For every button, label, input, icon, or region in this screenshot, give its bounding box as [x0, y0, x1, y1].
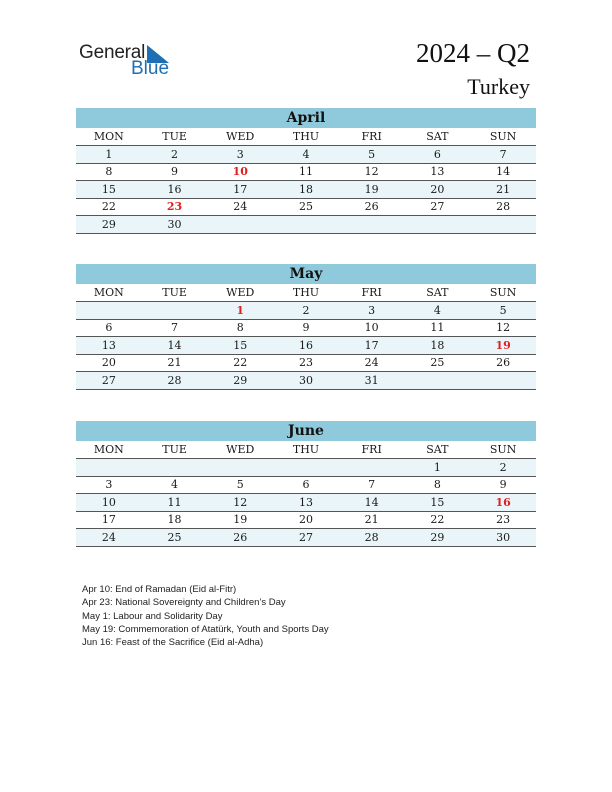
country-name: Turkey	[467, 74, 530, 99]
weekday-label: MON	[76, 284, 142, 302]
day-cell: 30	[142, 216, 208, 234]
day-cell: 17	[339, 337, 405, 355]
day-cell: 28	[339, 529, 405, 547]
day-cell: 4	[142, 476, 208, 494]
day-cell: 13	[76, 337, 142, 355]
brand-word-blue: Blue	[131, 58, 170, 79]
day-cell: 23	[142, 198, 208, 216]
day-cell: 19	[470, 337, 536, 355]
weekday-label: SAT	[405, 128, 471, 146]
week-row	[76, 511, 536, 529]
day-cell	[273, 459, 339, 477]
day-cell: 1	[207, 302, 273, 320]
day-cell: 24	[76, 529, 142, 547]
day-cell: 10	[207, 163, 273, 181]
day-cell: 3	[76, 476, 142, 494]
weekday-label: MON	[76, 441, 142, 459]
month-name: May	[76, 264, 536, 284]
day-cell	[470, 216, 536, 234]
day-cell: 14	[339, 494, 405, 512]
week-row	[76, 146, 536, 164]
day-cell: 19	[339, 181, 405, 199]
day-cell: 14	[142, 337, 208, 355]
weekday-label: FRI	[339, 284, 405, 302]
week-row	[76, 372, 536, 390]
day-cell: 15	[76, 181, 142, 199]
day-cell: 7	[339, 476, 405, 494]
day-cell: 17	[207, 181, 273, 199]
day-cell: 13	[273, 494, 339, 512]
holiday-note: Apr 10: End of Ramadan (Eid al-Fitr)	[82, 584, 237, 595]
week-row	[76, 337, 536, 355]
day-cell	[142, 459, 208, 477]
day-cell: 16	[273, 337, 339, 355]
weekday-label: WED	[207, 284, 273, 302]
day-cell: 5	[339, 146, 405, 164]
day-cell	[207, 216, 273, 234]
day-cell: 26	[207, 529, 273, 547]
day-cell: 27	[76, 372, 142, 390]
day-cell: 11	[142, 494, 208, 512]
day-cell: 10	[339, 319, 405, 337]
day-cell: 15	[207, 337, 273, 355]
day-cell: 8	[207, 319, 273, 337]
month-calendar-april	[76, 108, 536, 234]
day-cell: 20	[405, 181, 471, 199]
brand-logo	[79, 42, 179, 80]
weekday-label: FRI	[339, 441, 405, 459]
day-cell: 16	[142, 181, 208, 199]
calendar-grid	[76, 128, 536, 234]
day-cell: 15	[405, 494, 471, 512]
day-cell: 11	[273, 163, 339, 181]
holiday-notes	[82, 583, 329, 649]
weekday-label: SUN	[470, 441, 536, 459]
day-cell: 18	[273, 181, 339, 199]
day-cell	[273, 216, 339, 234]
day-cell: 9	[470, 476, 536, 494]
day-cell: 27	[405, 198, 471, 216]
week-row	[76, 163, 536, 181]
weekday-label: THU	[273, 128, 339, 146]
week-row	[76, 459, 536, 477]
day-cell: 6	[76, 319, 142, 337]
day-cell	[405, 216, 471, 234]
week-row	[76, 216, 536, 234]
day-cell	[207, 459, 273, 477]
day-cell: 23	[470, 511, 536, 529]
week-row	[76, 476, 536, 494]
week-row	[76, 494, 536, 512]
day-cell	[76, 459, 142, 477]
day-cell	[76, 302, 142, 320]
weekday-label: TUE	[142, 441, 208, 459]
day-cell: 12	[207, 494, 273, 512]
week-row	[76, 181, 536, 199]
day-cell: 9	[273, 319, 339, 337]
day-cell: 12	[339, 163, 405, 181]
day-cell: 22	[405, 511, 471, 529]
day-cell: 10	[76, 494, 142, 512]
day-cell	[339, 216, 405, 234]
day-cell: 3	[339, 302, 405, 320]
weekday-label: SAT	[405, 441, 471, 459]
weekday-label: MON	[76, 128, 142, 146]
weekday-label: SAT	[405, 284, 471, 302]
day-cell: 29	[207, 372, 273, 390]
day-cell: 31	[339, 372, 405, 390]
page-title: 2024 – Q2	[416, 38, 530, 68]
weekday-label: SUN	[470, 128, 536, 146]
day-cell: 25	[273, 198, 339, 216]
day-cell: 7	[142, 319, 208, 337]
day-cell: 4	[273, 146, 339, 164]
day-cell: 25	[142, 529, 208, 547]
month-calendar-june	[76, 421, 536, 547]
day-cell: 22	[207, 354, 273, 372]
month-name: April	[76, 108, 536, 128]
holiday-note: Apr 23: National Sovereignty and Children’s Day	[82, 597, 286, 609]
weekday-label: THU	[273, 441, 339, 459]
week-row	[76, 354, 536, 372]
day-cell	[405, 372, 471, 390]
day-cell: 16	[470, 494, 536, 512]
day-cell: 6	[273, 476, 339, 494]
day-cell: 29	[76, 216, 142, 234]
day-cell: 25	[405, 354, 471, 372]
day-cell: 24	[207, 198, 273, 216]
day-cell: 24	[339, 354, 405, 372]
holiday-note: Jun 16: Feast of the Sacrifice (Eid al-Adha)	[82, 637, 264, 649]
week-row	[76, 302, 536, 320]
calendar-grid	[76, 441, 536, 547]
day-cell: 28	[142, 372, 208, 390]
weekday-label: SUN	[470, 284, 536, 302]
day-cell: 11	[405, 319, 471, 337]
weekday-label: TUE	[142, 284, 208, 302]
day-cell: 7	[470, 146, 536, 164]
day-cell: 27	[273, 529, 339, 547]
day-cell: 28	[470, 198, 536, 216]
day-cell: 20	[273, 511, 339, 529]
day-cell: 26	[470, 354, 536, 372]
weekday-label: TUE	[142, 128, 208, 146]
weekday-label: THU	[273, 284, 339, 302]
week-row	[76, 198, 536, 216]
day-cell: 30	[273, 372, 339, 390]
day-cell: 21	[142, 354, 208, 372]
day-cell: 17	[76, 511, 142, 529]
day-cell: 29	[405, 529, 471, 547]
day-cell: 12	[470, 319, 536, 337]
month-name: June	[76, 421, 536, 441]
day-cell: 8	[76, 163, 142, 181]
day-cell: 1	[76, 146, 142, 164]
day-cell: 3	[207, 146, 273, 164]
day-cell: 20	[76, 354, 142, 372]
holiday-note: May 19: Commemoration of Atatürk, Youth and Sports Day	[82, 623, 329, 635]
day-cell	[142, 302, 208, 320]
weekday-label: WED	[207, 441, 273, 459]
day-cell: 6	[405, 146, 471, 164]
weekday-label: WED	[207, 128, 273, 146]
day-cell: 18	[142, 511, 208, 529]
week-row	[76, 319, 536, 337]
day-cell: 26	[339, 198, 405, 216]
day-cell: 1	[405, 459, 471, 477]
day-cell: 9	[142, 163, 208, 181]
day-cell: 21	[339, 511, 405, 529]
month-calendar-may	[76, 264, 536, 390]
day-cell	[470, 372, 536, 390]
day-cell: 2	[142, 146, 208, 164]
day-cell: 30	[470, 529, 536, 547]
day-cell: 2	[470, 459, 536, 477]
brand-word-general: General	[79, 42, 146, 63]
day-cell: 2	[273, 302, 339, 320]
day-cell: 23	[273, 354, 339, 372]
calendar-grid	[76, 284, 536, 390]
day-cell: 5	[207, 476, 273, 494]
day-cell: 14	[470, 163, 536, 181]
day-cell: 18	[405, 337, 471, 355]
day-cell: 5	[470, 302, 536, 320]
week-row	[76, 529, 536, 547]
day-cell: 22	[76, 198, 142, 216]
holiday-note: May 1: Labour and Solidarity Day	[82, 610, 223, 622]
weekday-label: FRI	[339, 128, 405, 146]
day-cell: 8	[405, 476, 471, 494]
day-cell: 21	[470, 181, 536, 199]
day-cell: 19	[207, 511, 273, 529]
day-cell	[339, 459, 405, 477]
day-cell: 4	[405, 302, 471, 320]
day-cell: 13	[405, 163, 471, 181]
